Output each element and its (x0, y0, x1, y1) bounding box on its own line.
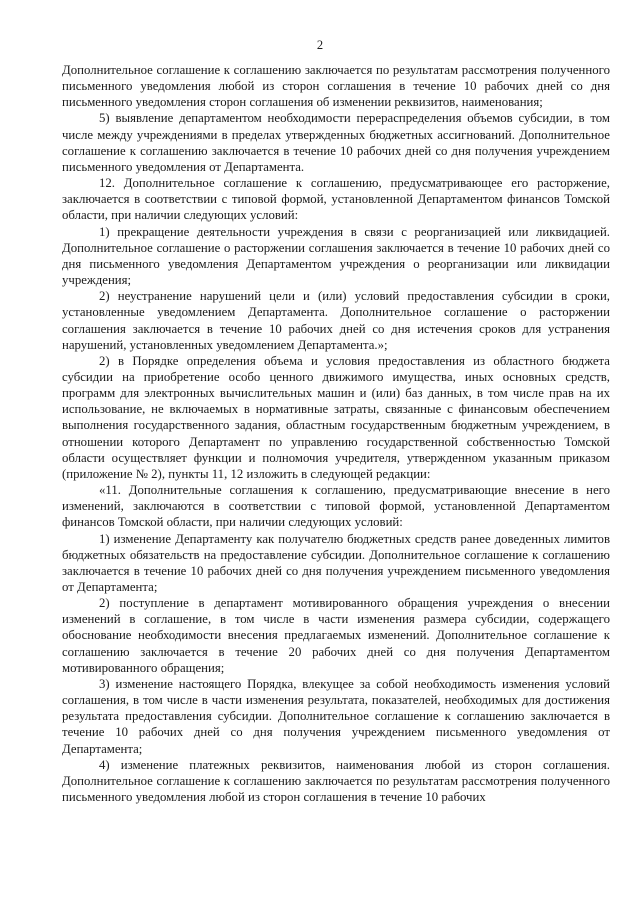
paragraph: 12. Дополнительное соглашение к соглашению, предусматривающее его расторжение, заключается в соответствии с типовой формой, установленной Департаментом финансов Томской области, при наличии следующих условий: (62, 176, 610, 223)
paragraph: 3) изменение настоящего Порядка, влекущее за собой необходимость изменения условий соглашения, в том числе в части изменения результата, показателей, необходимых для достижения результата предоставления субсидии. Дополнительное соглашение к соглашению заключается в течение 10 рабочих дней со дня получения учреждением письменного уведомления от Департамента; (62, 676, 610, 756)
page-number: 2 (316, 38, 324, 52)
paragraph: 2) поступление в департамент мотивированного обращения учреждения о внесении изменений в соглашение, в том числе в части изменения размера субсидии, содержащего обоснование необходимости внесения предлагаемых изменений. Дополнительное соглашение к соглашению заключается в течение 20 рабочих дней со дня получения Департаментом мотивированного обращения; (62, 596, 610, 675)
paragraph: «11. Дополнительные соглашения к соглашению, предусматривающие внесение в него изменений, заключаются в соответствии с типовой формой, установленной Департаментом финансов Томской области, при наличии следующих условий: (62, 483, 610, 530)
document-body (62, 62, 610, 805)
paragraph: 5) выявление департаментом необходимости перераспределения объемов субсидии, в том числе между учреждениями в пределах утвержденных бюджетных ассигнований. Дополнительное соглашение к соглашению заключается в течение 10 рабочих дней со дня получения учреждением письменного уведомления от Департамента. (62, 111, 610, 174)
paragraph: Дополнительное соглашение к соглашению заключается по результатам рассмотрения полученного письменного уведомления любой из сторон соглашения в течение 10 рабочих дней со дня письменного уведомления сторон соглашения об изменении реквизитов, наименования; (62, 63, 610, 110)
paragraph: 2) неустранение нарушений цели и (или) условий предоставления субсидии в сроки, установленные уведомлением Департамента. Дополнительное соглашение о расторжении соглашения заключается в течение 10 рабочих дней со дня истечения сроков для устранения нарушений, установленных уведомлением Департамента.»; (62, 289, 610, 352)
paragraph: 4) изменение платежных реквизитов, наименования любой из сторон соглашения. Дополнительное соглашение к соглашению заключается по результатам рассмотрения полученного письменного уведомления любой из сторон соглашения в течение 10 рабочих (62, 757, 610, 805)
paragraph: 2) в Порядке определения объема и условия предоставления из областного бюджета субсидии на приобретение особо ценного движимого имущества, иных основных средств, программ для электронных вычислительных машин и (или) баз данных, в том числе прав на их использование, не включаемых в нормативные затраты, связанные с финансовым обеспечением выполнения государственного задания, областным государственным бюджетным учреждением, в отношении которого Департамент по управлению государственной собственностью Томской области осуществляет функции и полномочия учредителя, утвержденном указанным приказом (приложение № 2), пункты 11, 12 изложить в следующей редакции: (62, 353, 610, 481)
paragraph: 1) изменение Департаменту как получателю бюджетных средств ранее доведенных лимитов бюджетных обязательств на предоставление субсидии. Дополнительное соглашение к соглашению заключается в течение 10 рабочих дней со дня получения учреждением письменного уведомления от Департамента; (62, 531, 610, 594)
paragraph: 1) прекращение деятельности учреждения в связи с реорганизацией или ликвидацией. Дополнительное соглашение о расторжении соглашения заключается в течение 10 рабочих дней со дня письменного уведомления Департаментом учреждения о реорганизации или ликвидации учреждения; (62, 224, 610, 288)
